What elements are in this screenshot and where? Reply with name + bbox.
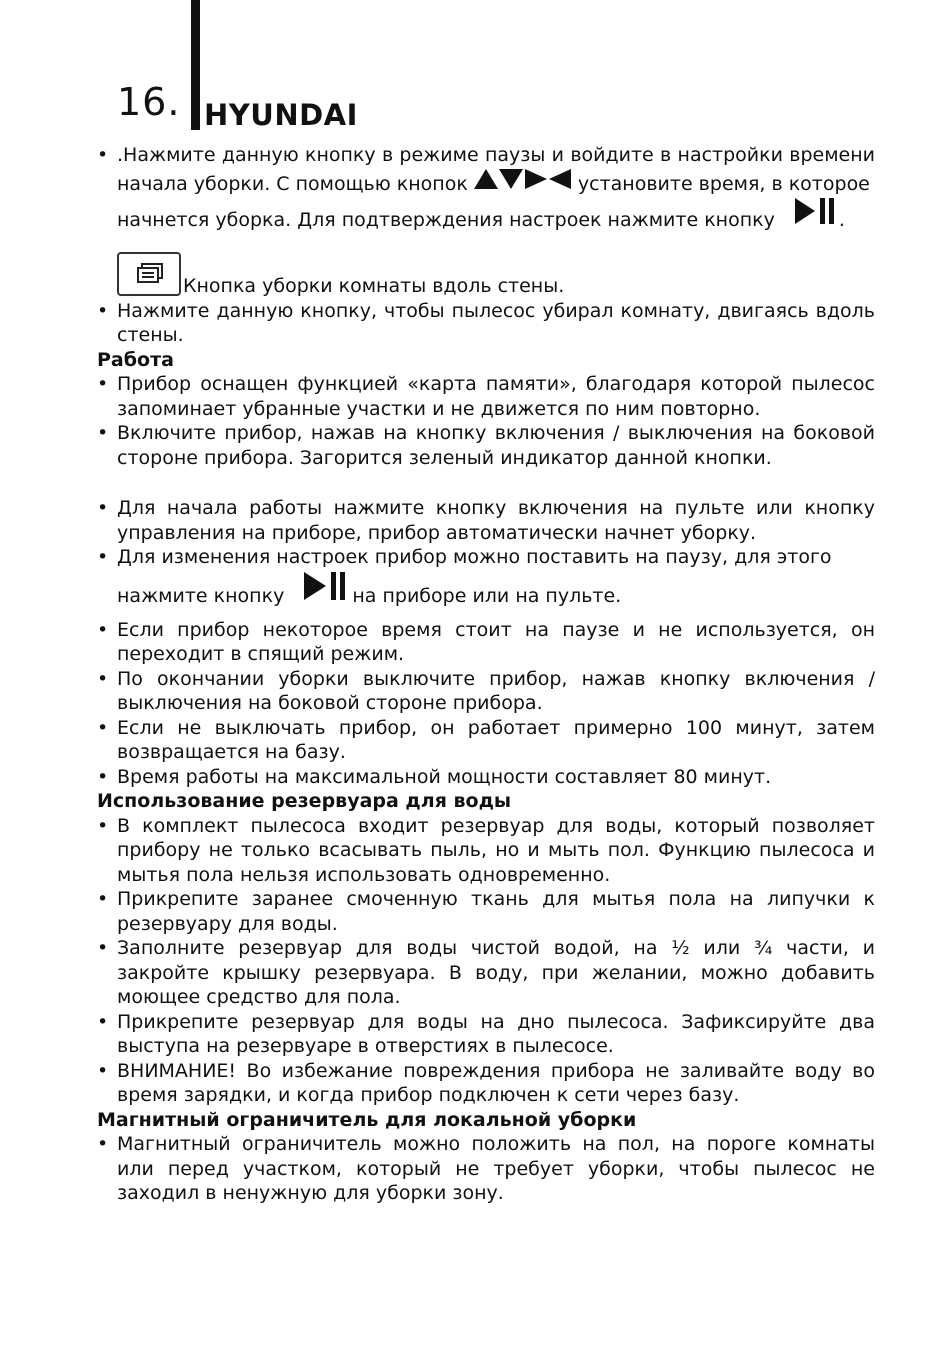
brand-bar — [191, 0, 200, 130]
list-item: • Время работы на максимальной мощности составляет 80 минут. — [97, 765, 875, 790]
list-item: • По окончании уборки выключите прибор, нажав кнопку включения / выключения на боковой стороне прибора. — [97, 667, 875, 716]
list-item: • Для начала работы нажмите кнопку включения на пульте или кнопку управления на приборе, прибор автоматически начнет уборку. — [97, 496, 875, 545]
list-item: • Для изменения настроек прибор можно поставить на паузу, для этого нажмите кнопку на приборе или на пульте. — [97, 545, 875, 618]
list-item: • Прикрепите заранее смоченную ткань для мытья пола на липучки к резервуару для воды. — [97, 887, 875, 936]
list-item: • Включите прибор, нажав на кнопку включения / выключения на боковой стороне прибора. Загорится зеленый индикатор данной кнопки. — [97, 421, 875, 470]
wall-caption: Кнопка уборки комнаты вдоль стены. — [183, 275, 565, 297]
page-number: 16. — [117, 80, 181, 124]
arrow-buttons-icon — [474, 168, 572, 190]
list-item: • Заполните резервуар для воды чистой водой, на ½ или ¾ части, и закройте крышку резервуара. В воду, при желании, можно добавить моющее средство для пола. — [97, 936, 875, 1010]
section-heading-work: Работа — [97, 348, 174, 371]
wall-caption-row — [97, 252, 875, 299]
list-item: • Если прибор некоторое время стоит на паузе и не используется, он переходит в спящий режим. — [97, 618, 875, 667]
list-item: • Прибор оснащен функцией «карта памяти», благодаря которой пылесос запоминает убранные участки и не движется по ним повторно. — [97, 372, 875, 421]
list-item: • Магнитный ограничитель можно положить на пол, на пороге комнаты или перед участком, который не требует уборки, чтобы пылесос не заходил в ненужную для уборки зону. — [97, 1132, 875, 1206]
wall-clean-button-icon — [117, 252, 181, 296]
list-item: • ВНИМАНИЕ! Во избежание повреждения прибора не заливайте воду во время зарядки, и когда прибор подключен к сети через базу. — [97, 1059, 875, 1108]
section-heading-water-tank: Использование резервуара для воды — [97, 790, 512, 812]
section-heading-magnet: Магнитный ограничитель для локальной уборки — [97, 1108, 637, 1131]
play-pause-icon — [795, 196, 839, 226]
list-item: • .Нажмите данную кнопку в режиме паузы и войдите в настройки времени начала уборки. С помощью кнопок установите время, в которое начнется уборка. Для подтверждения настроек нажмите кнопку . — [97, 143, 875, 242]
list-item: • Прикрепите резервуар для воды на дно пылесоса. Зафиксируйте два выступа на резервуаре в отверстиях в пылесосе. — [97, 1010, 875, 1059]
brand-logo: HYUNDAI — [204, 98, 358, 132]
list-item: • Нажмите данную кнопку, чтобы пылесос убирал комнату, двигаясь вдоль стены. — [97, 299, 875, 348]
list-item: • В комплект пылесоса входит резервуар для воды, который позволяет прибору не только всасывать пыль, но и мыть пол. Функцию пылесоса и мытья пола нельзя использовать одновременно. — [97, 814, 875, 888]
list-item: • Если не выключать прибор, он работает примерно 100 минут, затем возвращается на базу. — [97, 716, 875, 765]
play-pause-icon — [304, 570, 352, 602]
document-body — [97, 143, 875, 1206]
